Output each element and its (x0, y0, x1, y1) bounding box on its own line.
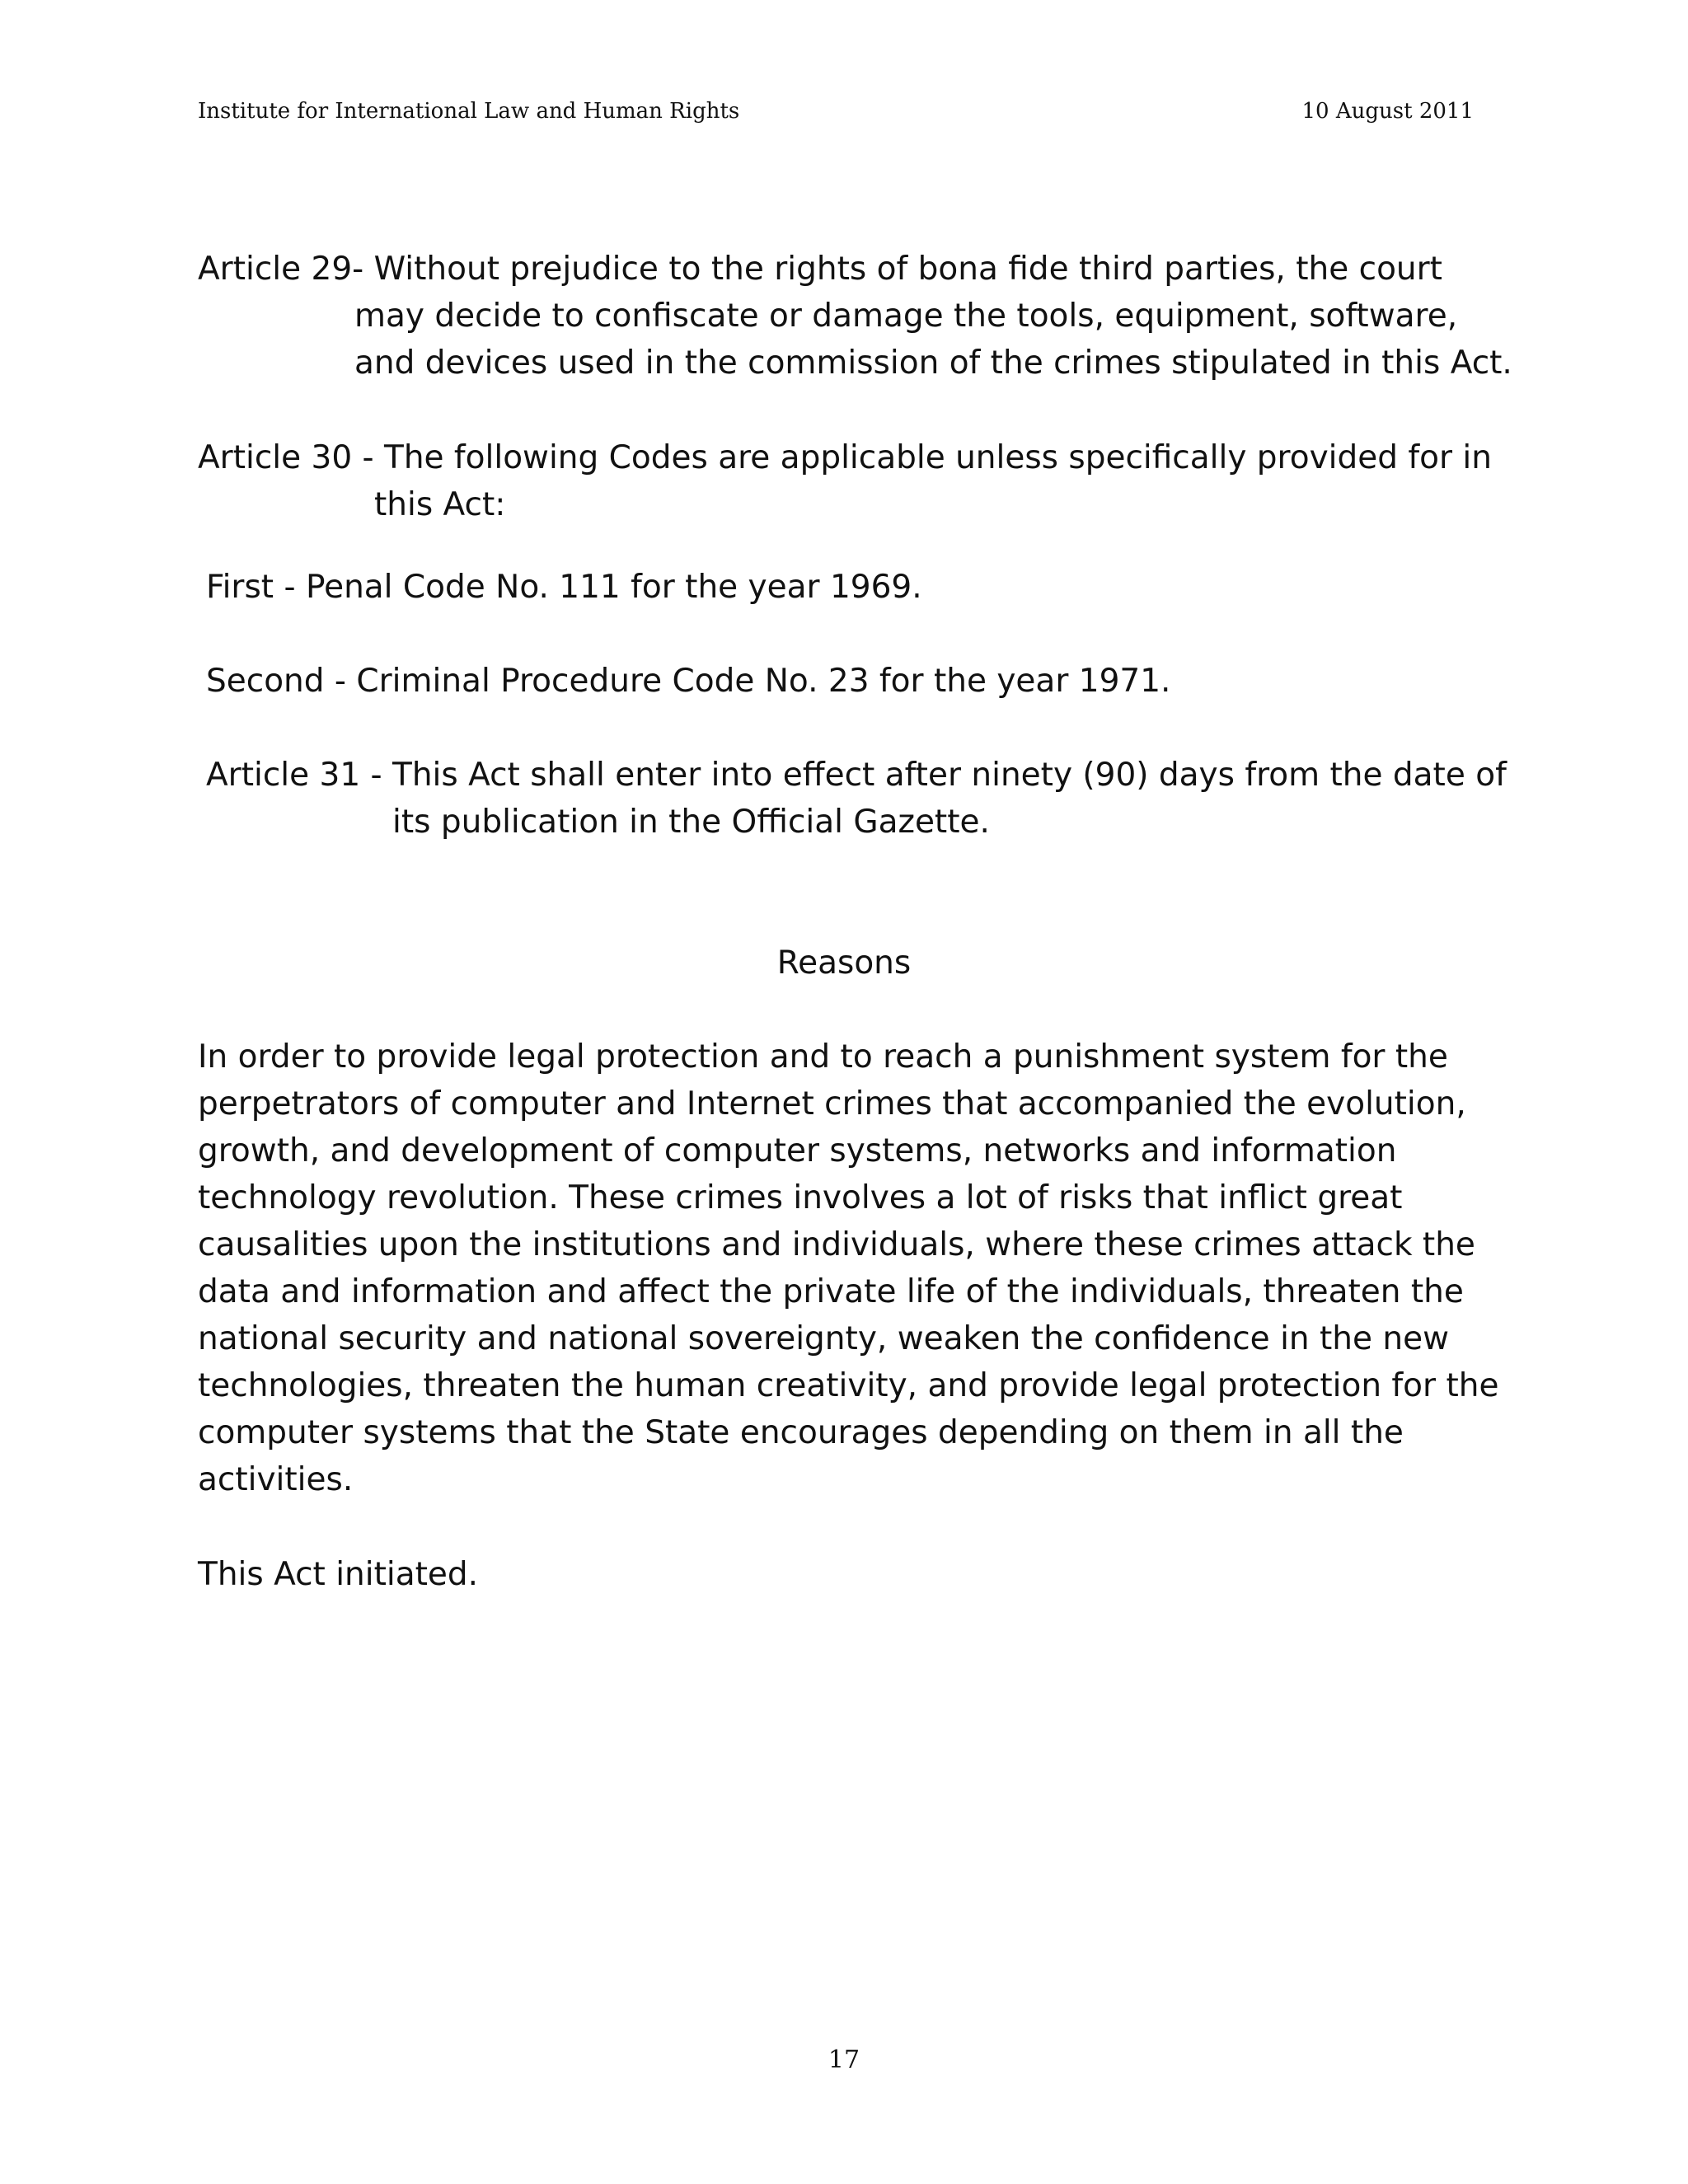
article-31-line-1: Article 31 - This Act shall enter into effect after ninety (90) days from the date of (206, 757, 1507, 794)
running-header-institute: Institute for International Law and Human Rights (198, 99, 740, 124)
reasons-line: causalities upon the institutions and individuals, where these crimes attack the (198, 1226, 1475, 1263)
reasons-line: perpetrators of computer and Internet crimes that accompanied the evolution, (198, 1085, 1466, 1122)
article-30-line-2: this Act: (374, 486, 506, 523)
reasons-paragraph (198, 1033, 1533, 1503)
reasons-line: data and information and affect the private life of the individuals, threaten the (198, 1273, 1464, 1310)
reasons-line: national security and national sovereignty, weaken the confidence in the new (198, 1320, 1450, 1357)
reasons-heading: Reasons (776, 944, 912, 982)
article-31 (206, 752, 1525, 846)
reasons-line: technology revolution. These crimes involves a lot of risks that inflict great (198, 1179, 1403, 1216)
article-30 (198, 434, 1517, 528)
code-second: Second - Criminal Procedure Code No. 23 for the year 1971. (206, 663, 1171, 700)
article-29-line-1: Article 29- Without prejudice to the rights of bona fide third parties, the court (198, 251, 1442, 288)
article-31-line-2: its publication in the Official Gazette. (392, 804, 990, 841)
reasons-line: computer systems that the State encourages depending on them in all the (198, 1414, 1404, 1451)
reasons-line: In order to provide legal protection and to reach a punishment system for the (198, 1038, 1448, 1076)
reasons-line: activities. (198, 1461, 354, 1498)
code-first: First - Penal Code No. 111 for the year 1969. (206, 569, 922, 606)
article-29-line-2: may decide to confiscate or damage the tools, equipment, software, (354, 298, 1458, 335)
article-30-line-1: Article 30 - The following Codes are applicable unless specifically provided for in (198, 439, 1492, 476)
reasons-line: growth, and development of computer systems, networks and information (198, 1132, 1397, 1169)
article-29-line-3: and devices used in the commission of the crimes stipulated in this Act. (354, 344, 1512, 382)
running-header-date: 10 August 2011 (1301, 99, 1474, 124)
article-29 (198, 246, 1517, 387)
closing-statement: This Act initiated. (198, 1556, 479, 1593)
reasons-line: technologies, threaten the human creativity, and provide legal protection for the (198, 1367, 1499, 1404)
page-number: 17 (828, 2046, 860, 2074)
